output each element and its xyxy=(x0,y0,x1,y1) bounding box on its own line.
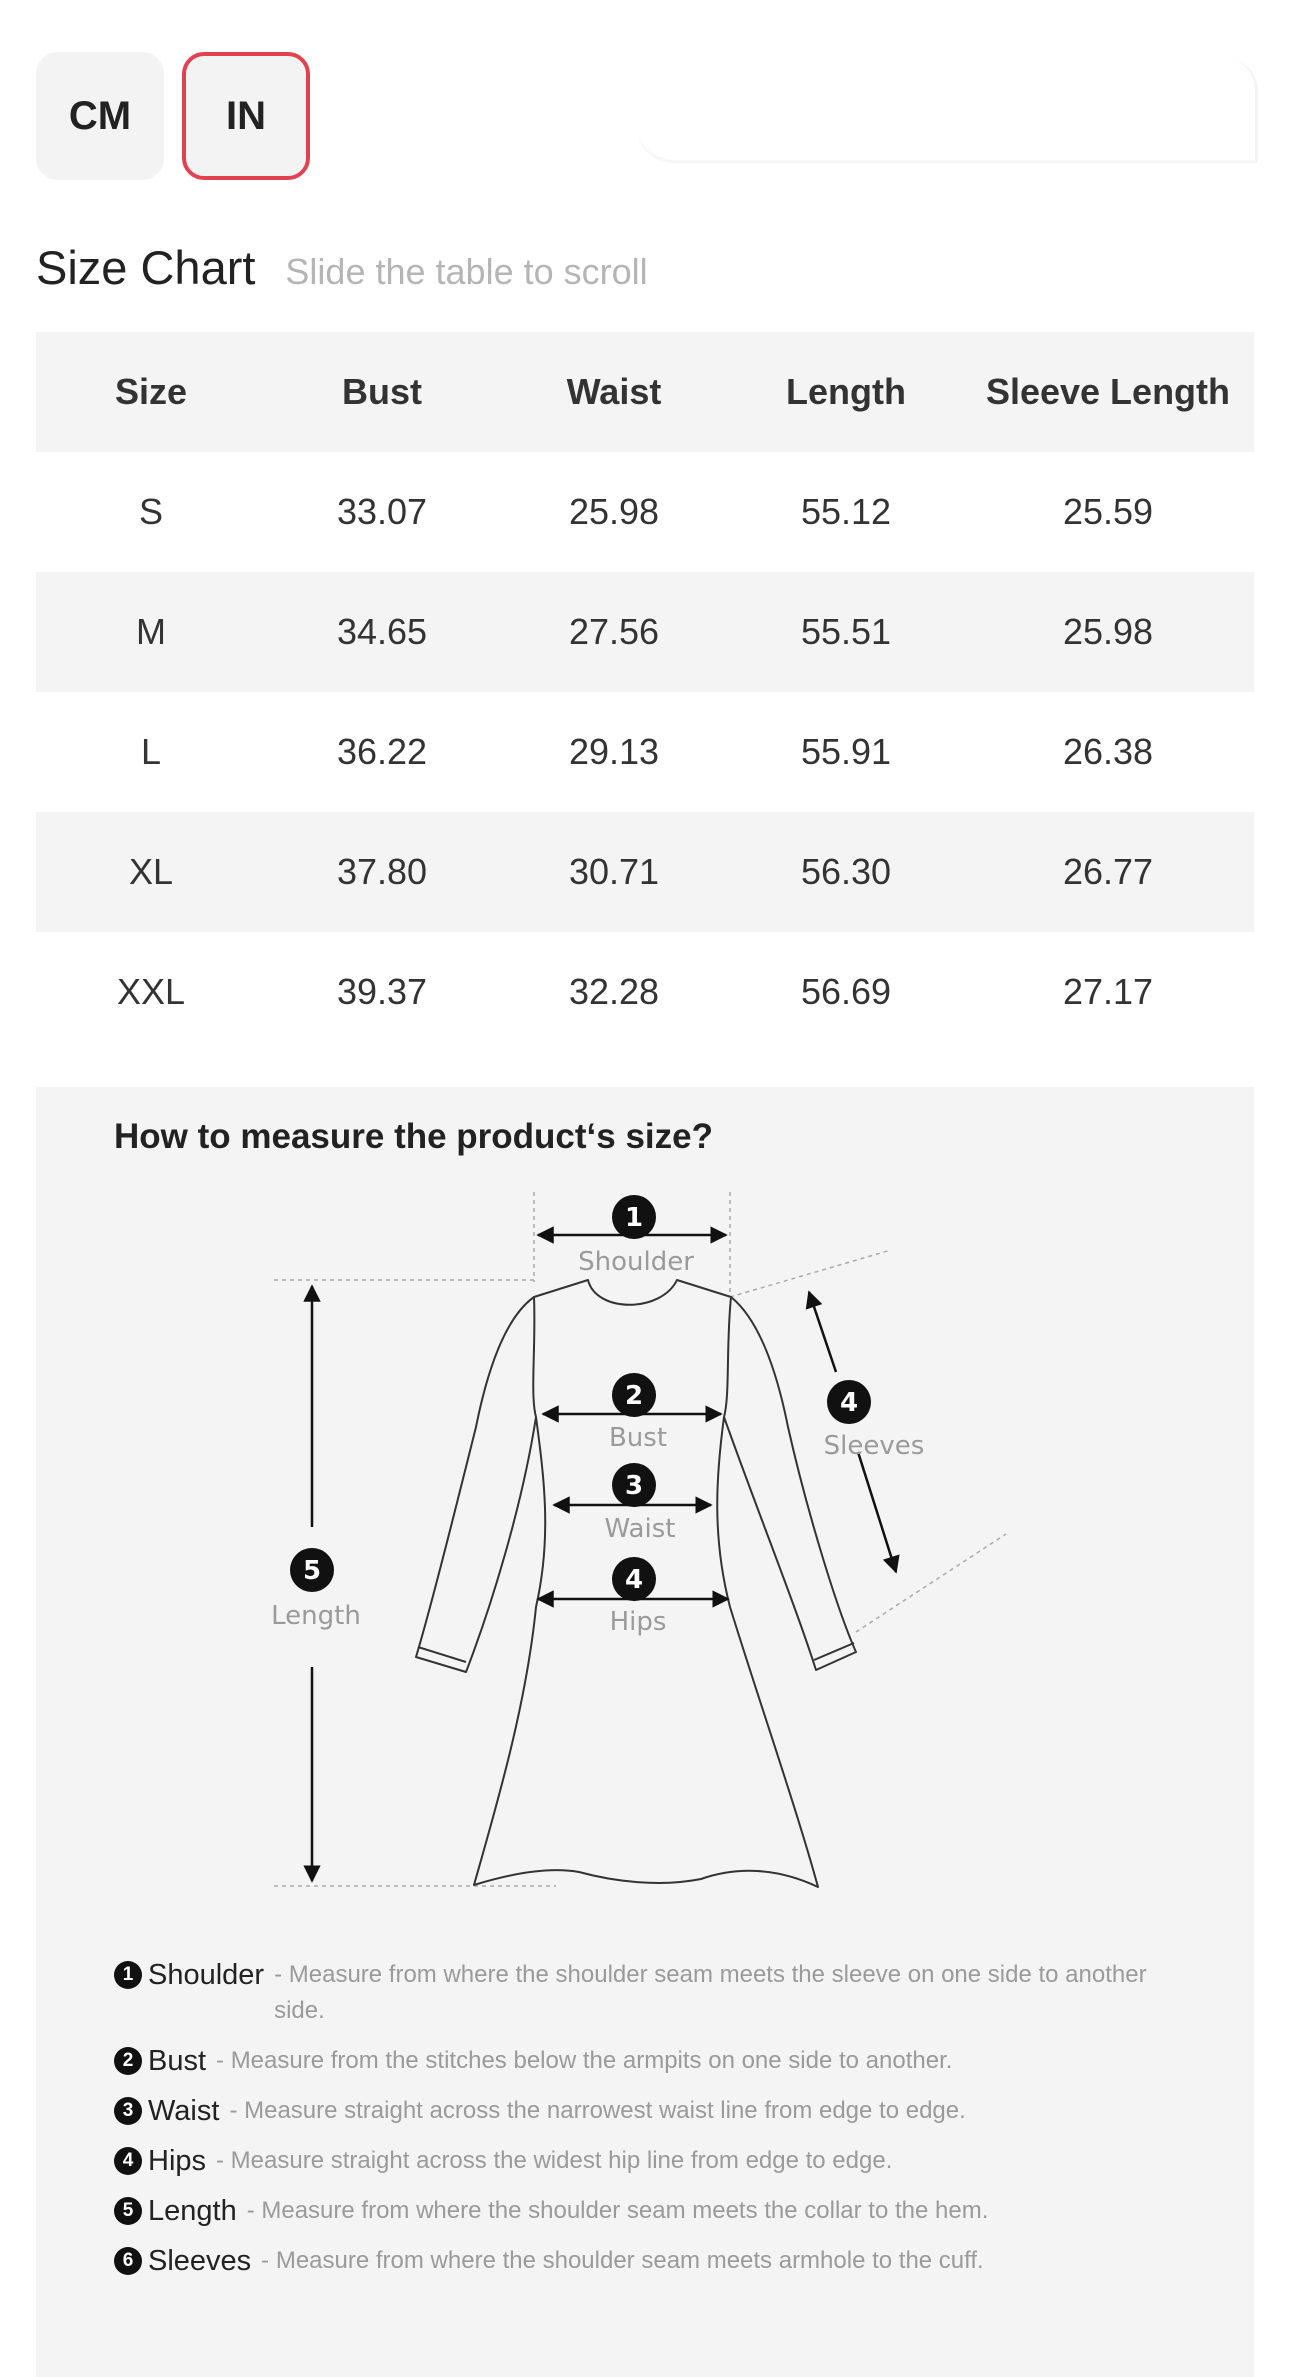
legend-item xyxy=(114,2143,1194,2179)
header-length: Length xyxy=(730,332,962,452)
label-shoulder: Shoulder xyxy=(578,1247,694,1277)
legend-name: Shoulder xyxy=(148,1959,265,1991)
unit-toggle xyxy=(36,52,310,180)
cell-waist: 27.56 xyxy=(498,572,730,692)
legend-name: Bust xyxy=(148,2045,207,2077)
cell-bust: 34.65 xyxy=(266,572,498,692)
legend-description: - Measure from where the shoulder seam meets the sleeve on one side to another side. xyxy=(274,1961,1147,2024)
legend-item xyxy=(114,1957,1194,2029)
measure-guide-panel xyxy=(36,1087,1254,2377)
legend-item xyxy=(114,2243,1194,2279)
legend-description: - Measure straight across the widest hip line from edge to edge. xyxy=(216,2147,893,2174)
legend-name: Sleeves xyxy=(148,2245,252,2277)
cell-length: 55.12 xyxy=(800,491,892,532)
cell-size: M xyxy=(36,572,266,692)
table-row xyxy=(36,572,1254,692)
label-waist: Waist xyxy=(604,1514,676,1544)
label-hips: Hips xyxy=(609,1607,667,1637)
legend-item xyxy=(114,2043,1194,2079)
cell-length: 55.51 xyxy=(730,572,962,692)
table-row xyxy=(36,692,1254,812)
table-row xyxy=(36,932,1254,1052)
measure-arrows xyxy=(312,1235,896,1881)
legend-name: Waist xyxy=(148,2095,220,2127)
unit-in-button[interactable]: IN xyxy=(182,52,310,180)
table-header-row xyxy=(36,332,1254,452)
cell-sleeve-length: 26.77 xyxy=(962,812,1254,932)
scroll-hint: Slide the table to scroll xyxy=(285,251,648,292)
cell-bust: 33.07 xyxy=(336,491,428,532)
cell-sleeve-length: 25.98 xyxy=(962,572,1254,692)
badge-shoulder-number: 1 xyxy=(624,1203,644,1233)
cell-bust: 39.37 xyxy=(336,971,428,1012)
legend-number-icon: 1 xyxy=(114,1961,142,1989)
measure-labels xyxy=(271,1247,924,1637)
legend-description: - Measure from where the shoulder seam meets the collar to the hem. xyxy=(246,2197,989,2224)
cell-length: 56.30 xyxy=(730,812,962,932)
badge-sleeves-number: 4 xyxy=(839,1388,859,1418)
cell-length: 55.91 xyxy=(800,731,892,772)
cell-waist: 25.98 xyxy=(568,491,660,532)
decorative-panel-edge xyxy=(635,60,1258,163)
cell-waist: 32.28 xyxy=(568,971,660,1012)
size-chart-title: Size Chart xyxy=(36,241,256,294)
cell-waist: 29.13 xyxy=(568,731,660,772)
cell-size: L xyxy=(140,731,162,772)
label-sleeves: Sleeves xyxy=(823,1431,925,1461)
badge-bust-number: 2 xyxy=(624,1381,644,1411)
cell-size: XL xyxy=(36,812,266,932)
measure-legend xyxy=(114,1957,1194,2293)
cell-sleeve-length: 25.59 xyxy=(1062,491,1154,532)
legend-description: - Measure straight across the narrowest waist line from edge to edge. xyxy=(229,2097,966,2124)
measure-guide-title: How to measure the product‘s size? xyxy=(114,1117,713,1156)
badge-waist-number: 3 xyxy=(624,1471,644,1501)
cell-waist: 30.71 xyxy=(498,812,730,932)
header-waist: Waist xyxy=(498,332,730,452)
legend-item xyxy=(114,2193,1194,2229)
legend-name: Length xyxy=(148,2195,237,2227)
size-chart-header xyxy=(36,240,648,295)
header-size: Size xyxy=(36,332,266,452)
size-table[interactable] xyxy=(36,332,1254,1052)
dress-measure-diagram xyxy=(36,1087,1254,1947)
legend-item xyxy=(114,2093,1194,2129)
cell-sleeve-length: 26.38 xyxy=(1062,731,1154,772)
cell-bust: 36.22 xyxy=(336,731,428,772)
badge-hips-number: 4 xyxy=(624,1565,644,1595)
legend-description: - Measure from where the shoulder seam meets armhole to the cuff. xyxy=(261,2247,984,2274)
label-length: Length xyxy=(271,1601,361,1631)
cell-size: XXL xyxy=(116,971,186,1012)
cell-sleeve-length: 27.17 xyxy=(1062,971,1154,1012)
legend-number-icon: 5 xyxy=(114,2197,142,2225)
header-bust: Bust xyxy=(266,332,498,452)
label-bust: Bust xyxy=(608,1423,668,1453)
unit-cm-button[interactable]: CM xyxy=(36,52,164,180)
badge-length-number: 5 xyxy=(302,1556,322,1586)
table-row xyxy=(36,452,1254,572)
cell-length: 56.69 xyxy=(800,971,892,1012)
cell-bust: 37.80 xyxy=(266,812,498,932)
legend-number-icon: 2 xyxy=(114,2047,142,2075)
legend-number-icon: 6 xyxy=(114,2247,142,2275)
legend-number-icon: 3 xyxy=(114,2097,142,2125)
table-row xyxy=(36,812,1254,932)
cell-size: S xyxy=(138,491,163,532)
legend-name: Hips xyxy=(148,2145,207,2177)
legend-number-icon: 4 xyxy=(114,2147,142,2175)
legend-description: - Measure from the stitches below the armpits on one side to another. xyxy=(216,2047,953,2074)
header-sleeve-length: Sleeve Length xyxy=(962,332,1254,452)
